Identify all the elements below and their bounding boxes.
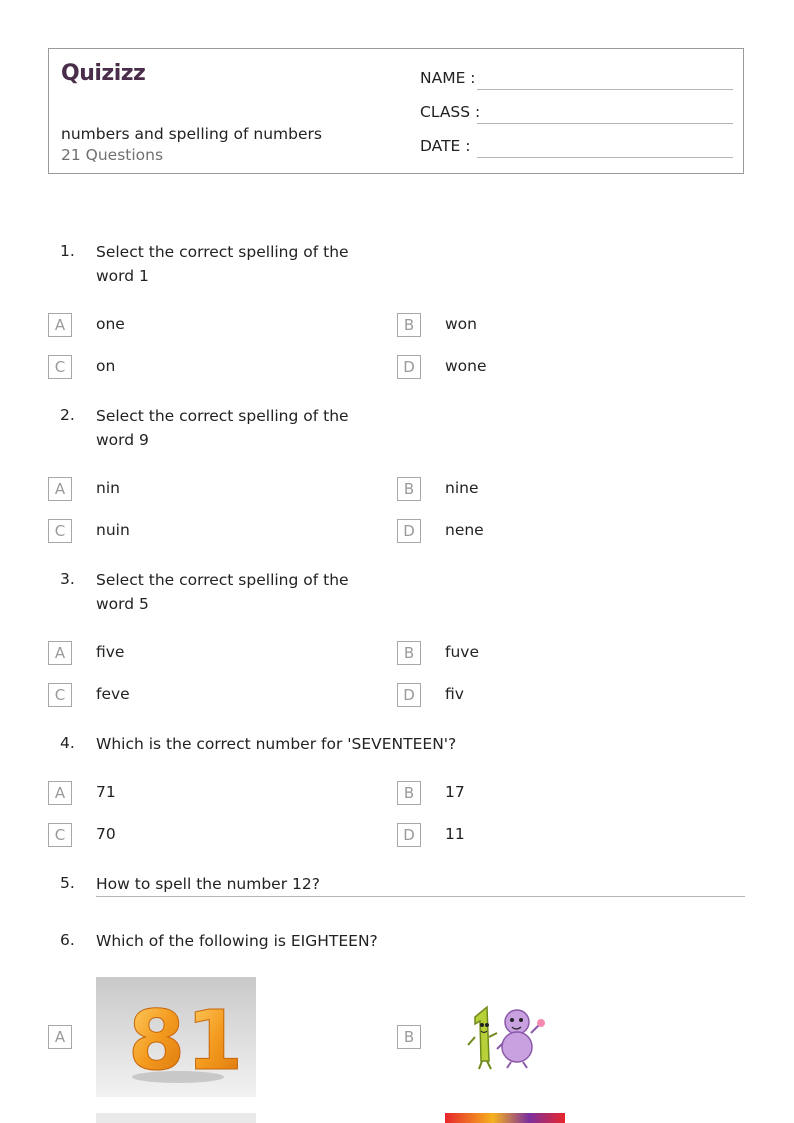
option-text: nine [445,479,479,497]
option-letter-a[interactable]: A [48,313,72,337]
question-number: 1. [60,242,75,260]
option-letter-c[interactable]: C [48,355,72,379]
option-text: won [445,315,477,333]
question-text: Which is the correct number for 'SEVENTEEN'? [96,735,457,753]
option-letter-b[interactable]: B [397,1025,421,1049]
option-letter-b[interactable]: B [397,641,421,665]
option-image-partial-d [445,1113,565,1123]
question-text: Select the correct spelling of the word 1 [96,243,349,285]
quizizz-logo [61,59,153,87]
name-field[interactable] [477,89,733,90]
option-letter-b[interactable]: B [397,313,421,337]
option-text: fuve [445,643,479,661]
option-letter-d[interactable]: D [397,683,421,707]
option-text: one [96,315,125,333]
option-letter-d[interactable]: D [397,823,421,847]
option-text: 11 [445,825,465,843]
option-text: on [96,357,116,375]
worksheet-title: numbers and spelling of numbers [61,125,322,143]
option-text: wone [445,357,487,375]
option-letter-a[interactable]: A [48,1025,72,1049]
logo-text: Quizizz [61,61,146,86]
option-text: feve [96,685,130,703]
question-text: Which of the following is EIGHTEEN? [96,932,378,950]
worksheet-header [48,48,744,174]
option-text: nin [96,479,120,497]
option-text: 70 [96,825,116,843]
option-text: five [96,643,125,661]
question-count: 21 Questions [61,146,164,164]
option-text: 71 [96,783,116,801]
option-image-partial-c [96,1113,256,1123]
option-letter-a[interactable]: A [48,477,72,501]
question-text: Select the correct spelling of the word 5 [96,571,349,613]
svg-text:8: 8 [128,994,186,1089]
question-text: How to spell the number 12? [96,875,320,893]
option-letter-b[interactable]: B [397,477,421,501]
option-letter-d[interactable]: D [397,519,421,543]
option-letter-a[interactable]: A [48,641,72,665]
option-text: fiv [445,685,464,703]
date-label: DATE : [420,137,471,155]
option-letter-d[interactable]: D [397,355,421,379]
date-field[interactable] [477,157,733,158]
option-text: 17 [445,783,465,801]
question-text: Select the correct spelling of the word 9 [96,407,349,449]
number-18-cartoon-image [445,977,565,1097]
question-number: 5. [60,874,75,892]
class-field[interactable] [477,123,733,124]
question-number: 2. [60,406,75,424]
option-letter-c[interactable]: C [48,823,72,847]
class-label: CLASS : [420,103,481,121]
option-letter-c[interactable]: C [48,683,72,707]
question-number: 6. [60,931,75,949]
option-text: nuin [96,521,130,539]
option-letter-c[interactable]: C [48,519,72,543]
option-letter-b[interactable]: B [397,781,421,805]
number-81-image [96,977,256,1097]
question-number: 3. [60,570,75,588]
option-letter-a[interactable]: A [48,781,72,805]
name-label: NAME : [420,69,476,87]
svg-text:1: 1 [186,994,244,1089]
answer-line[interactable] [96,896,745,897]
question-number: 4. [60,734,75,752]
option-text: nene [445,521,484,539]
